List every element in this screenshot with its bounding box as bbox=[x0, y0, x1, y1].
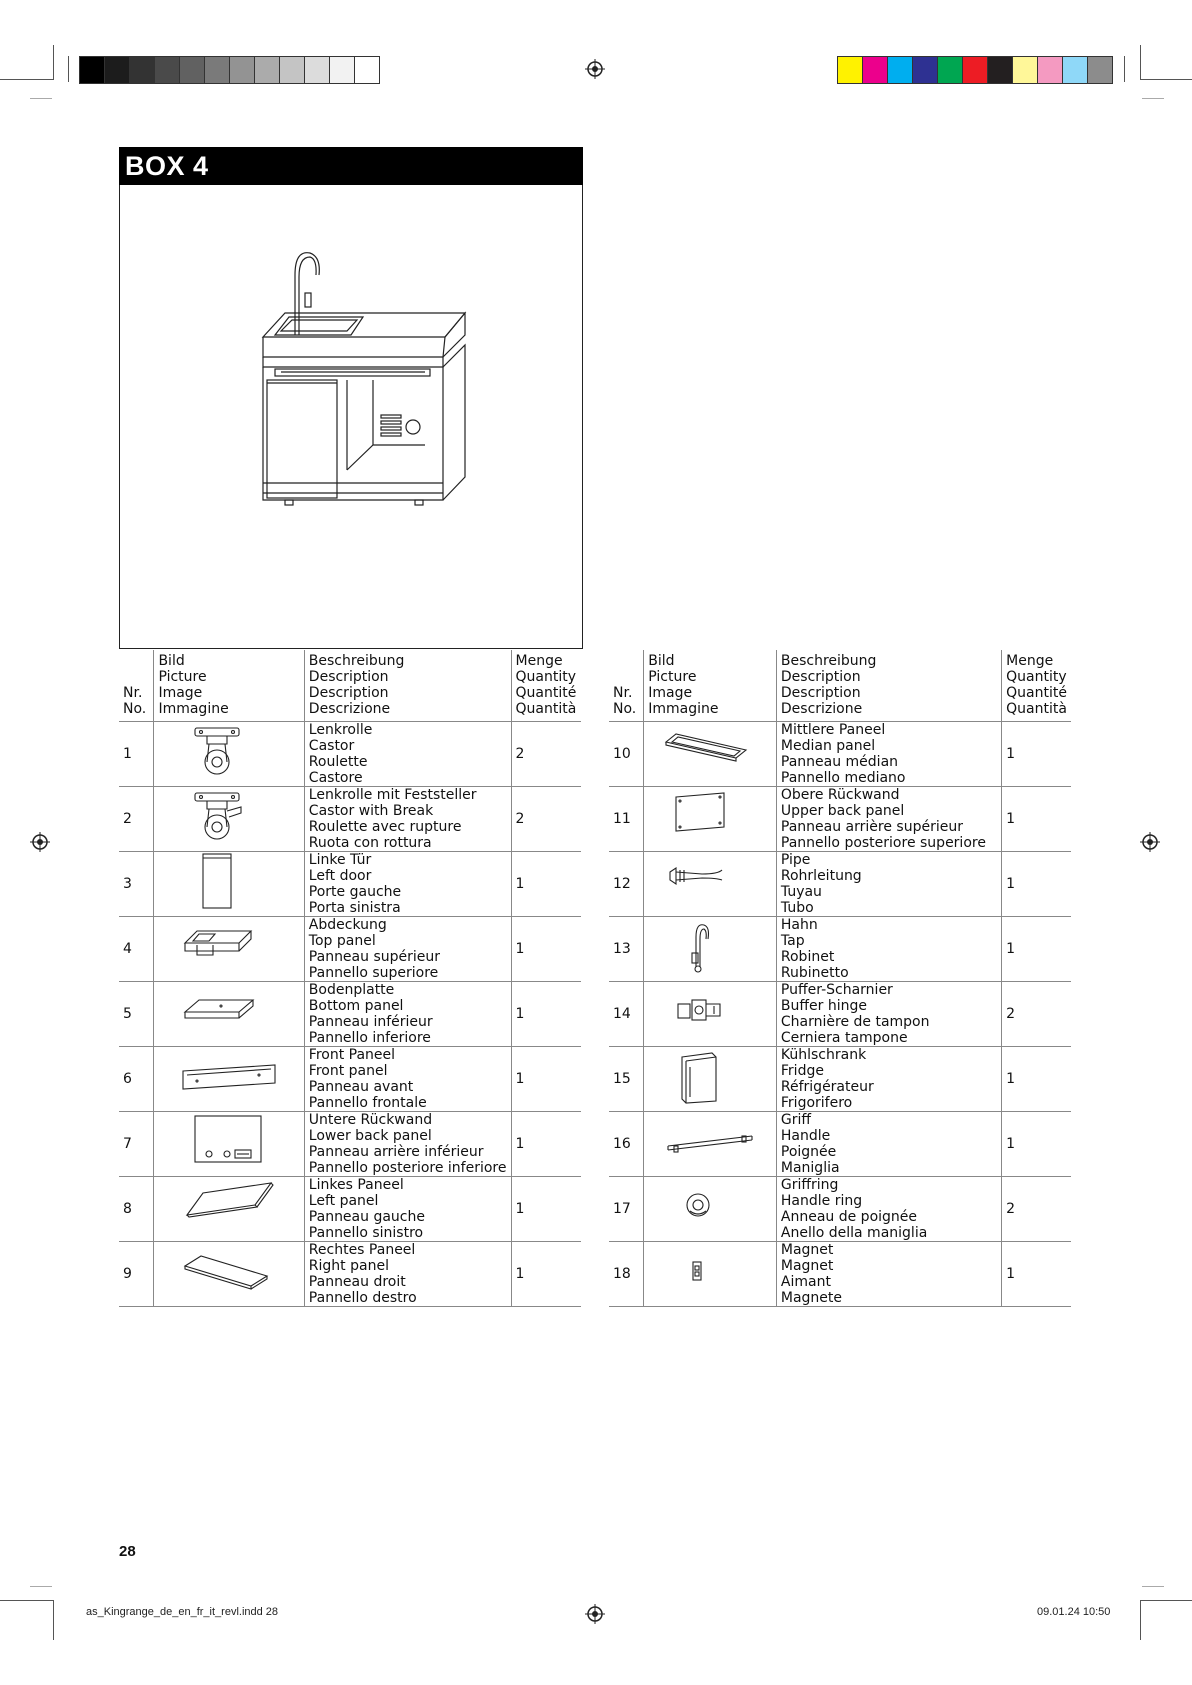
crop-mark bbox=[30, 98, 52, 99]
header-text: Quantity bbox=[515, 669, 576, 685]
header-text: Description bbox=[308, 669, 389, 685]
color-swatch bbox=[1013, 57, 1038, 83]
part-quantity: 2 bbox=[1002, 1177, 1071, 1242]
bottom-panel-icon bbox=[179, 982, 279, 1042]
part-number: 1 bbox=[119, 722, 154, 787]
part-description bbox=[304, 917, 511, 982]
table-row bbox=[119, 917, 581, 982]
part-picture bbox=[644, 722, 777, 787]
description-line: Lower back panel bbox=[308, 1128, 432, 1144]
description-line: Puffer-Scharnier bbox=[780, 982, 893, 998]
color-swatch bbox=[180, 57, 205, 83]
header-text: Descrizione bbox=[308, 701, 391, 717]
median-panel-icon bbox=[662, 722, 758, 782]
color-swatch bbox=[913, 57, 938, 83]
part-number: 4 bbox=[119, 917, 154, 982]
description-line: Tap bbox=[780, 933, 805, 949]
part-quantity: 1 bbox=[1002, 1242, 1071, 1307]
header-picture bbox=[644, 650, 777, 722]
crop-mark bbox=[53, 45, 54, 79]
footer-filename: as_Kingrange_de_en_fr_it_revl.indd 28 bbox=[86, 1606, 279, 1618]
description-line: Castor with Break bbox=[308, 803, 434, 819]
description-line: Left panel bbox=[308, 1193, 379, 1209]
color-calibration-bar bbox=[837, 56, 1113, 84]
description-line: Lenkrolle mit Feststeller bbox=[308, 787, 477, 803]
description-line: Mittlere Paneel bbox=[780, 722, 886, 738]
description-line: Right panel bbox=[308, 1258, 389, 1274]
color-swatch bbox=[1063, 57, 1088, 83]
crop-mark bbox=[1124, 56, 1125, 82]
description-line: Buffer hinge bbox=[780, 998, 867, 1014]
part-picture bbox=[154, 917, 304, 982]
description-line: Tubo bbox=[780, 900, 814, 916]
description-line: Top panel bbox=[308, 933, 376, 949]
left-door-icon bbox=[179, 852, 279, 912]
color-swatch bbox=[155, 57, 180, 83]
part-number: 9 bbox=[119, 1242, 154, 1307]
crop-mark bbox=[0, 1600, 54, 1601]
part-picture bbox=[644, 787, 777, 852]
part-picture bbox=[644, 1177, 777, 1242]
fridge-icon bbox=[662, 1047, 758, 1107]
description-line: Anello della maniglia bbox=[780, 1225, 928, 1241]
part-number: 7 bbox=[119, 1112, 154, 1177]
sink-cabinet-illustration-icon bbox=[255, 245, 475, 530]
table-header-row bbox=[119, 650, 581, 722]
crop-mark bbox=[53, 1600, 54, 1640]
part-number: 13 bbox=[609, 917, 644, 982]
part-description bbox=[776, 917, 1001, 982]
header-text: Description bbox=[308, 685, 389, 701]
part-number: 5 bbox=[119, 982, 154, 1047]
part-picture bbox=[644, 982, 777, 1047]
color-swatch bbox=[330, 57, 355, 83]
description-line: Left door bbox=[308, 868, 372, 884]
description-line: Castor bbox=[308, 738, 355, 754]
part-description bbox=[304, 1112, 511, 1177]
part-picture bbox=[154, 1242, 304, 1307]
table-row bbox=[119, 722, 581, 787]
part-description bbox=[304, 852, 511, 917]
header-text: Bild bbox=[158, 653, 185, 669]
header-text: Quantità bbox=[1006, 701, 1067, 717]
crop-mark bbox=[1140, 45, 1141, 79]
description-line: Robinet bbox=[780, 949, 835, 965]
description-line: Rechtes Paneel bbox=[308, 1242, 416, 1258]
castor-brake-icon bbox=[179, 787, 279, 847]
header-text: Quantity bbox=[1006, 669, 1067, 685]
part-description bbox=[304, 722, 511, 787]
header-number bbox=[119, 650, 154, 722]
description-line: Roulette bbox=[308, 754, 368, 770]
table-row bbox=[609, 1177, 1071, 1242]
description-line: Aimant bbox=[780, 1274, 831, 1290]
description-line: Charnière de tampon bbox=[780, 1014, 930, 1030]
description-line: Griff bbox=[780, 1112, 812, 1128]
color-swatch bbox=[80, 57, 105, 83]
header-number bbox=[609, 650, 644, 722]
table-row bbox=[119, 1242, 581, 1307]
description-line: Tuyau bbox=[780, 884, 822, 900]
description-line: Frigorifero bbox=[780, 1095, 853, 1111]
left-panel-icon bbox=[179, 1177, 279, 1237]
tap-icon bbox=[662, 917, 758, 977]
header-text: Menge bbox=[1006, 653, 1054, 669]
color-swatch bbox=[230, 57, 255, 83]
part-number: 3 bbox=[119, 852, 154, 917]
description-line: Pannello superiore bbox=[308, 965, 439, 981]
description-line: Porte gauche bbox=[308, 884, 402, 900]
upper-back-panel-icon bbox=[662, 787, 758, 847]
part-number: 6 bbox=[119, 1047, 154, 1112]
description-line: Roulette avec rupture bbox=[308, 819, 462, 835]
header-text: Menge bbox=[515, 653, 563, 669]
header-text: Immagine bbox=[158, 701, 229, 717]
part-number: 10 bbox=[609, 722, 644, 787]
table-row bbox=[609, 982, 1071, 1047]
part-description bbox=[776, 787, 1001, 852]
part-quantity: 1 bbox=[511, 982, 581, 1047]
part-picture bbox=[644, 1112, 777, 1177]
header-text: Nr. bbox=[123, 685, 143, 701]
part-quantity: 1 bbox=[1002, 852, 1071, 917]
color-swatch bbox=[988, 57, 1013, 83]
description-line: Pipe bbox=[780, 852, 811, 868]
crop-mark bbox=[30, 1586, 52, 1587]
description-line: Linkes Paneel bbox=[308, 1177, 404, 1193]
color-swatch bbox=[305, 57, 330, 83]
page-number: 28 bbox=[119, 1543, 136, 1560]
header-text: Image bbox=[158, 685, 203, 701]
handle-icon bbox=[662, 1112, 758, 1172]
header-text: Quantité bbox=[515, 685, 577, 701]
header-text: Quantité bbox=[1006, 685, 1067, 701]
description-line: Handle ring bbox=[780, 1193, 863, 1209]
header-text: No. bbox=[613, 701, 637, 717]
description-line: Magnete bbox=[780, 1290, 843, 1306]
part-quantity: 1 bbox=[1002, 722, 1071, 787]
box-title: BOX 4 bbox=[119, 147, 583, 185]
castor-icon bbox=[179, 722, 279, 782]
description-line: Rohrleitung bbox=[780, 868, 862, 884]
description-line: Panneau supérieur bbox=[308, 949, 441, 965]
front-panel-icon bbox=[179, 1047, 279, 1107]
part-picture bbox=[644, 917, 777, 982]
description-line: Untere Rückwand bbox=[308, 1112, 433, 1128]
table-row bbox=[119, 982, 581, 1047]
description-line: Kühlschrank bbox=[780, 1047, 867, 1063]
part-number: 17 bbox=[609, 1177, 644, 1242]
part-description bbox=[304, 1047, 511, 1112]
part-quantity: 1 bbox=[511, 1177, 581, 1242]
description-line: Front Paneel bbox=[308, 1047, 396, 1063]
header-text: Beschreibung bbox=[780, 653, 877, 669]
description-line: Pannello frontale bbox=[308, 1095, 427, 1111]
header-text: Description bbox=[780, 669, 861, 685]
lower-back-panel-icon bbox=[179, 1112, 279, 1172]
part-quantity: 1 bbox=[1002, 1047, 1071, 1112]
description-line: Median panel bbox=[780, 738, 876, 754]
color-swatch bbox=[205, 57, 230, 83]
description-line: Réfrigérateur bbox=[780, 1079, 874, 1095]
part-number: 11 bbox=[609, 787, 644, 852]
description-line: Linke Tür bbox=[308, 852, 372, 868]
header-text: Nr. bbox=[613, 685, 633, 701]
part-picture bbox=[644, 1242, 777, 1307]
top-panel-icon bbox=[179, 917, 279, 977]
description-line: Panneau droit bbox=[308, 1274, 406, 1290]
handle-ring-icon bbox=[662, 1177, 758, 1237]
part-quantity: 2 bbox=[1002, 982, 1071, 1047]
parts-table-left bbox=[119, 650, 581, 1307]
part-picture bbox=[154, 982, 304, 1047]
table-row bbox=[119, 1177, 581, 1242]
table-row bbox=[119, 852, 581, 917]
description-line: Hahn bbox=[780, 917, 818, 933]
grayscale-calibration-bar bbox=[79, 56, 380, 84]
color-swatch bbox=[355, 57, 379, 83]
color-swatch bbox=[888, 57, 913, 83]
description-line: Pannello mediano bbox=[780, 770, 906, 786]
part-quantity: 1 bbox=[1002, 1112, 1071, 1177]
color-swatch bbox=[938, 57, 963, 83]
description-line: Panneau arrière supérieur bbox=[780, 819, 963, 835]
part-description bbox=[776, 1242, 1001, 1307]
table-row bbox=[119, 1112, 581, 1177]
part-description bbox=[776, 1112, 1001, 1177]
crop-mark bbox=[1140, 1600, 1192, 1601]
footer-timestamp: 09.01.24 10:50 bbox=[1037, 1606, 1111, 1618]
description-line: Rubinetto bbox=[780, 965, 849, 981]
part-picture bbox=[644, 852, 777, 917]
description-line: Fridge bbox=[780, 1063, 824, 1079]
description-line: Panneau avant bbox=[308, 1079, 414, 1095]
part-description bbox=[776, 852, 1001, 917]
crop-mark bbox=[68, 56, 69, 82]
magnet-icon bbox=[662, 1242, 758, 1302]
header-text: Picture bbox=[648, 669, 697, 685]
header-text: Beschreibung bbox=[308, 653, 405, 669]
part-number: 12 bbox=[609, 852, 644, 917]
description-line: Pannello inferiore bbox=[308, 1030, 431, 1046]
part-picture bbox=[644, 1047, 777, 1112]
description-line: Bottom panel bbox=[308, 998, 404, 1014]
buffer-hinge-icon bbox=[662, 982, 758, 1042]
description-line: Handle bbox=[780, 1128, 831, 1144]
color-swatch bbox=[1038, 57, 1063, 83]
part-description bbox=[304, 787, 511, 852]
table-row bbox=[609, 917, 1071, 982]
table-row bbox=[609, 852, 1071, 917]
description-line: Panneau gauche bbox=[308, 1209, 425, 1225]
description-line: Magnet bbox=[780, 1242, 834, 1258]
registration-mark-icon bbox=[1140, 832, 1160, 852]
description-line: Anneau de poignée bbox=[780, 1209, 918, 1225]
color-swatch bbox=[280, 57, 305, 83]
header-text: Descrizione bbox=[780, 701, 863, 717]
header-text: Immagine bbox=[648, 701, 719, 717]
crop-mark bbox=[0, 79, 54, 80]
part-quantity: 1 bbox=[1002, 917, 1071, 982]
table-row bbox=[119, 1047, 581, 1112]
part-quantity: 1 bbox=[511, 1047, 581, 1112]
description-line: Pannello posteriore superiore bbox=[780, 835, 986, 851]
description-line: Maniglia bbox=[780, 1160, 840, 1176]
header-text: Picture bbox=[158, 669, 207, 685]
description-line: Cerniera tampone bbox=[780, 1030, 908, 1046]
header-description bbox=[776, 650, 1001, 722]
table-row bbox=[609, 787, 1071, 852]
description-line: Griffring bbox=[780, 1177, 839, 1193]
crop-mark bbox=[1142, 98, 1164, 99]
part-number: 14 bbox=[609, 982, 644, 1047]
part-number: 2 bbox=[119, 787, 154, 852]
header-text: Quantità bbox=[515, 701, 577, 717]
description-line: Magnet bbox=[780, 1258, 834, 1274]
part-description bbox=[304, 1177, 511, 1242]
right-panel-icon bbox=[179, 1242, 279, 1302]
description-line: Panneau arrière inférieur bbox=[308, 1144, 484, 1160]
description-line: Pannello posteriore inferiore bbox=[308, 1160, 507, 1176]
part-number: 16 bbox=[609, 1112, 644, 1177]
table-row bbox=[609, 1242, 1071, 1307]
description-line: Porta sinistra bbox=[308, 900, 401, 916]
color-swatch bbox=[255, 57, 280, 83]
description-line: Pannello sinistro bbox=[308, 1225, 424, 1241]
parts-table-right bbox=[609, 650, 1071, 1307]
part-description bbox=[304, 1242, 511, 1307]
part-picture bbox=[154, 787, 304, 852]
header-text: Bild bbox=[648, 653, 675, 669]
header-text: No. bbox=[123, 701, 147, 717]
description-line: Panneau inférieur bbox=[308, 1014, 433, 1030]
table-row bbox=[609, 1047, 1071, 1112]
part-number: 15 bbox=[609, 1047, 644, 1112]
part-picture bbox=[154, 722, 304, 787]
part-picture bbox=[154, 852, 304, 917]
part-description bbox=[304, 982, 511, 1047]
description-line: Panneau médian bbox=[780, 754, 899, 770]
description-line: Bodenplatte bbox=[308, 982, 395, 998]
color-swatch bbox=[130, 57, 155, 83]
part-description bbox=[776, 722, 1001, 787]
description-line: Front panel bbox=[308, 1063, 388, 1079]
color-swatch bbox=[1088, 57, 1112, 83]
header-text: Description bbox=[780, 685, 861, 701]
description-line: Abdeckung bbox=[308, 917, 387, 933]
description-line: Ruota con rottura bbox=[308, 835, 432, 851]
description-line: Lenkrolle bbox=[308, 722, 373, 738]
part-description bbox=[776, 1047, 1001, 1112]
color-swatch bbox=[838, 57, 863, 83]
table-row bbox=[609, 1112, 1071, 1177]
pipe-icon bbox=[662, 852, 758, 912]
header-quantity bbox=[1002, 650, 1071, 722]
part-quantity: 2 bbox=[511, 722, 581, 787]
crop-mark bbox=[1140, 1600, 1141, 1640]
part-picture bbox=[154, 1047, 304, 1112]
part-description bbox=[776, 1177, 1001, 1242]
part-description bbox=[776, 982, 1001, 1047]
part-picture bbox=[154, 1112, 304, 1177]
part-quantity: 1 bbox=[511, 1112, 581, 1177]
header-quantity bbox=[511, 650, 581, 722]
table-row bbox=[119, 787, 581, 852]
description-line: Poignée bbox=[780, 1144, 837, 1160]
table-header-row bbox=[609, 650, 1071, 722]
header-picture bbox=[154, 650, 304, 722]
color-swatch bbox=[963, 57, 988, 83]
description-line: Upper back panel bbox=[780, 803, 905, 819]
header-text: Image bbox=[648, 685, 693, 701]
table-row bbox=[609, 722, 1071, 787]
color-swatch bbox=[863, 57, 888, 83]
part-number: 18 bbox=[609, 1242, 644, 1307]
registration-mark-icon bbox=[30, 832, 50, 852]
registration-mark-icon bbox=[585, 59, 605, 79]
header-description bbox=[304, 650, 511, 722]
part-quantity: 2 bbox=[511, 787, 581, 852]
description-line: Obere Rückwand bbox=[780, 787, 900, 803]
part-quantity: 1 bbox=[511, 917, 581, 982]
part-quantity: 1 bbox=[1002, 787, 1071, 852]
registration-mark-icon bbox=[585, 1604, 605, 1624]
part-quantity: 1 bbox=[511, 1242, 581, 1307]
description-line: Castore bbox=[308, 770, 363, 786]
crop-mark bbox=[1142, 1586, 1164, 1587]
color-swatch bbox=[105, 57, 130, 83]
crop-mark bbox=[1140, 79, 1192, 80]
description-line: Pannello destro bbox=[308, 1290, 417, 1306]
part-picture bbox=[154, 1177, 304, 1242]
part-quantity: 1 bbox=[511, 852, 581, 917]
part-number: 8 bbox=[119, 1177, 154, 1242]
